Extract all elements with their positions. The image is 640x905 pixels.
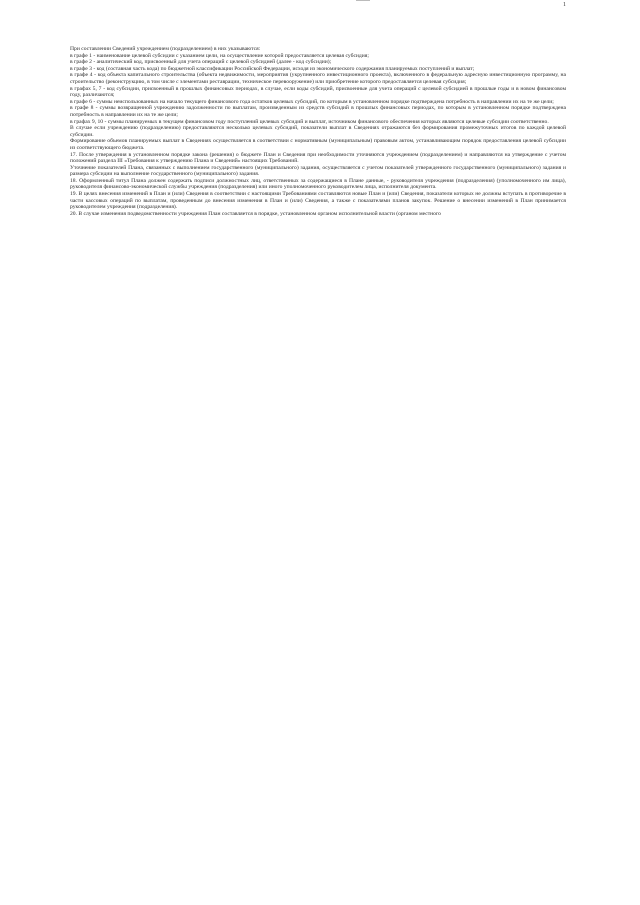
paragraph: в графах 9, 10 - суммы планируемых в текущем финансовом году поступлений целевых субсидий и выплат, источником финансового обеспечения которых являются целевые субсидии соответственно. [70,118,549,125]
paragraph: 20. В случае изменения подведомственности учреждения План составляется в порядке, установленном органом исполнительной власти (органом местного [70,210,441,217]
scan-mark [356,0,370,1]
paragraph: При составлении Сведений учреждением (подразделением) в них указываются: [70,46,261,52]
paragraph: Уточнение показателей Плана, связанных с выполнением государственного (муниципального) задания, осуществляется с учетом показателей утвержденного государственного (муниципального) задания и размера субсидии на выполнение государственного (муниципального) задания. [70,164,566,178]
paragraph: Формирование объемов планируемых выплат в Сведениях осуществляется в соответствии с нормативным (муниципальным) правовым актом, устанавливающим порядок предоставления целевой субсидии из соответствующего бюджета. [70,138,566,151]
paragraph: в графах 5, 7 - код субсидии, присвоенный в прошлых финансовых периодах, в случае, если коды субсидий, присвоенные для учета операций с целевой субсидией в прошлые годы и в новом финансовом году, различаются; [70,85,566,99]
paragraph: в графе 3 - код (составная часть кода) по бюджетной классификации Российской Федерации, исходя из экономического содержания планируемых поступлений и выплат; [70,65,475,72]
paragraph: в графе 4 - код объекта капитального строительства (объекта недвижимости, мероприятия (укрупненного инвестиционного проекта), включенного в федеральную адресную инвестиционную программу, на строительство (реконструкцию, в том числе с элементами реставрации, техническое перевооружение) или приобретение которого предоставляется целевая субсидия; [70,72,566,85]
paragraph: в графе 6 - суммы неиспользованных на начало текущего финансового года остатков целевых субсидий, по которым в установленном порядке подтверждена потребность в направлении их на те же цели; [70,98,554,105]
paragraph: в графе 8 - суммы возвращенной учреждению задолженности по выплатам, произведенным из средств субсидий в прошлых финансовых периодах, по которым в установленном порядке подтверждена потребность в направлении их на те же цели; [70,105,566,118]
paragraph: в графе 2 - аналитический код, присвоенный для учета операций с целевой субсидией (далее - код субсидии); [70,59,332,66]
paragraph: 18. Оформленный титул Плана должен содержать подписи должностных лиц, ответственных за содержащиеся в Плане данные, - руководителя учреждения (подразделения) (уполномоченного им лица), руководителя финансово-экономической службы учреждения (подразделения) или иного уполномоченного руководителем лица, исполнителя документа. [70,177,566,191]
paragraph: В случае если учреждению (подразделению) предоставляются несколько целевых субсидий, показатели выплат в Сведениях отражаются без формирования промежуточных итогов по каждой целевой субсидии. [70,125,566,138]
paragraph: 17. После утверждения в установленном порядке закона (решения) о бюджете План и Сведения при необходимости уточняются учреждением (подразделением) и направляются на утверждение с учетом положений раздела III «Требования к утверждению Плана и Сведений» настоящих Требований. [70,151,566,165]
paragraph: в графе 1 - наименование целевой субсидии с указанием цели, на осуществление которой предоставляется целевая субсидия; [70,52,369,59]
page-number: 1 [563,2,566,8]
document-text [70,46,566,217]
paragraph: 19. В целях внесения изменений в План и (или) Сведения в соответствии с настоящими Требованиями составляются новые План и (или) Сведения, показатели которых не должны вступать в противоречие в части кассовых операций по выплатам, проведенным до внесения изменения в План и (или) Сведения, а также с показателями планов закупок. Решение о внесении изменений в План принимается руководителем учреждения (подразделения). [70,191,566,211]
